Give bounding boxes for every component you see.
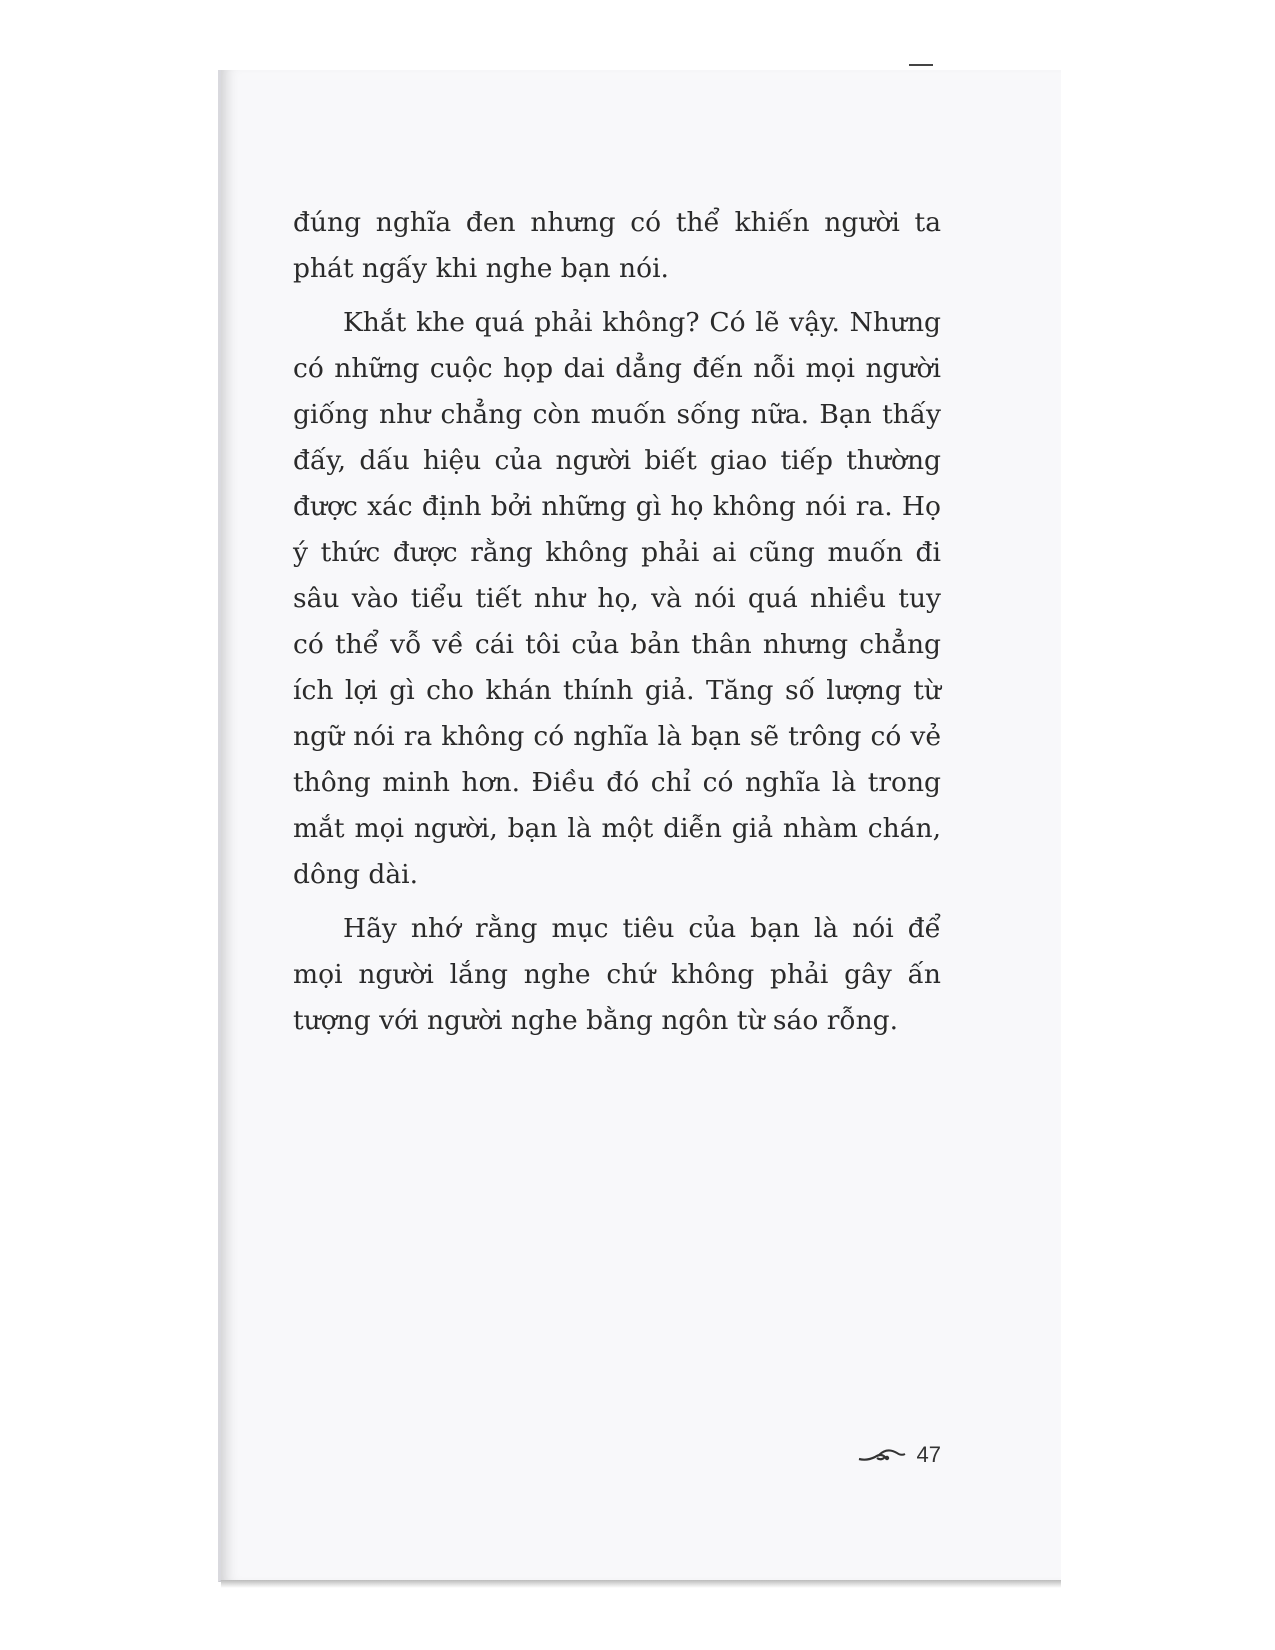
paragraph-2: Khắt khe quá phải không? Có lẽ vậy. Nhưng có những cuộc họp dai dẳng đến nỗi mọi người giống như chẳng còn muốn sống nữa. Bạn thấy đấy, dấu hiệu của người biết giao tiếp thường được xác định bởi những gì họ không nói ra. Họ ý thức được rằng không phải ai cũng muốn đi sâu vào tiểu tiết như họ, và nói quá nhiều tuy có thể vỗ về cái tôi của bản thân nhưng chẳng ích lợi gì cho khán thính giả. Tăng số lượng từ ngữ nói ra không có nghĩa là bạn sẽ trông có vẻ thông minh hơn. Điều đó chỉ có nghĩa là trong mắt mọi người, bạn là một diễn giả nhàm chán, dông dài. bbox=[293, 307, 941, 890]
page-bottom-edge bbox=[221, 1580, 1061, 1588]
book-page bbox=[218, 70, 1061, 1582]
swirl-ornament-icon bbox=[857, 1445, 909, 1465]
paragraph-3: Hãy nhớ rằng mục tiêu của bạn là nói để mọi người lắng nghe chứ không phải gây ấn tượng với người nghe bằng ngôn từ sáo rỗng. bbox=[293, 913, 941, 1036]
body-text bbox=[293, 200, 941, 1052]
page-number: 47 bbox=[916, 1442, 941, 1467]
page-footer bbox=[857, 1442, 941, 1468]
page-edge-mark bbox=[909, 64, 933, 66]
paragraph-1: đúng nghĩa đen nhưng có thể khiến người ta phát ngấy khi nghe bạn nói. bbox=[293, 207, 941, 284]
